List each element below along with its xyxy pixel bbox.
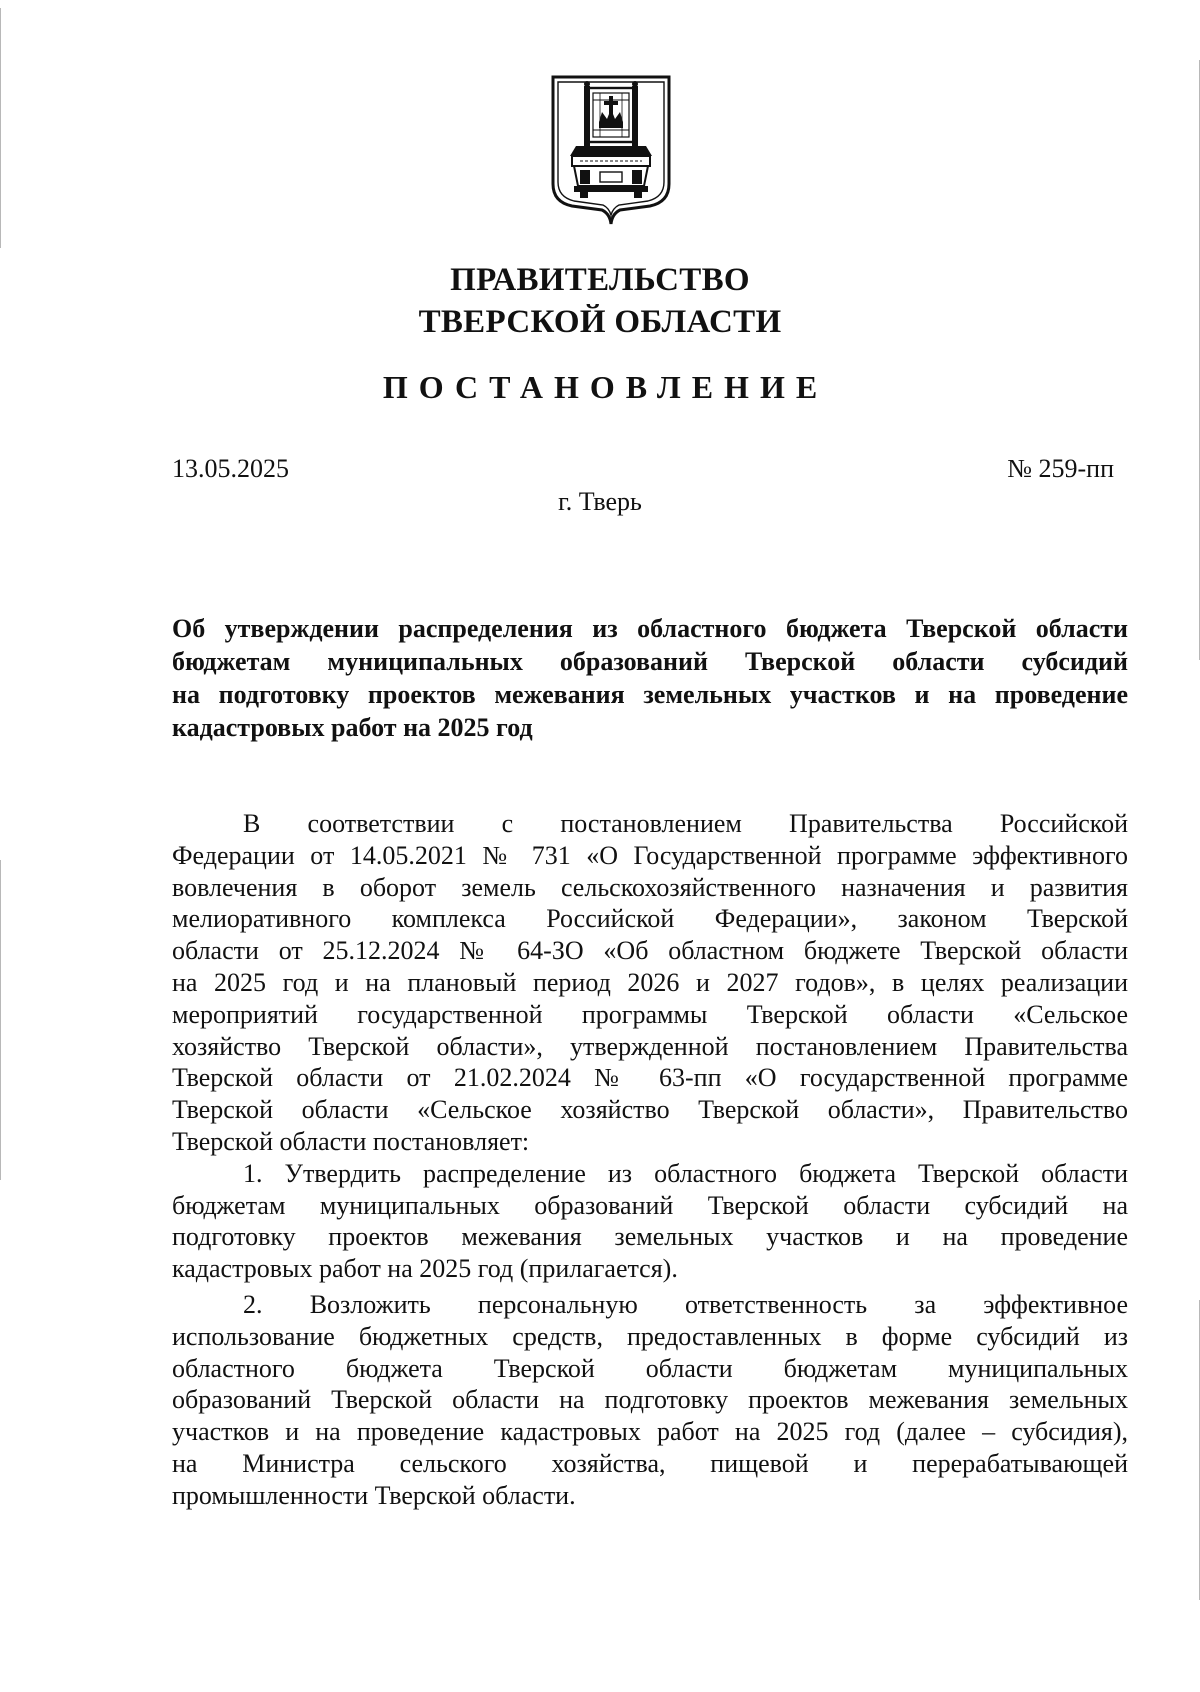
preamble-line: В соответствии с постановлением Правительства Российской <box>243 809 1128 838</box>
preamble-line: вовлечения в оборот земель сельскохозяйственного назначения и развития <box>172 872 1128 902</box>
subject-line: Об утверждении распределения из областного бюджета Тверской области <box>172 614 1128 643</box>
subject-line: бюджетам муниципальных образований Тверской области субсидий <box>172 647 1128 676</box>
item-2-line: на Министра сельского хозяйства, пищевой и перерабатывающей <box>172 1448 1128 1478</box>
preamble-line: Тверской области «Сельское хозяйство Тверской области», Правительство <box>172 1095 1128 1125</box>
government-title: ПРАВИТЕЛЬСТВО <box>450 262 750 298</box>
document-city: г. Тверь <box>558 487 642 516</box>
subject-line: кадастровых работ на 2025 год <box>172 713 533 742</box>
item-2-line: промышленности Тверской области. <box>172 1480 576 1510</box>
preamble-line: мероприятий государственной программы Тверской области «Сельское <box>172 999 1128 1029</box>
scan-edge-mark <box>0 860 1 1180</box>
preamble-line: Тверской области постановляет: <box>172 1126 530 1156</box>
item-2-line: областного бюджета Тверской области бюджетам муниципальных <box>172 1353 1128 1383</box>
document-type-heading: ПОСТАНОВЛЕНИЕ <box>382 369 829 405</box>
item-2-line: 2. Возложить персональную ответственность за эффективное <box>243 1289 1128 1319</box>
item-2-line: участков и на проведение кадастровых работ на 2025 год (далее – субсидия), <box>172 1417 1128 1447</box>
item-1-line: бюджетам муниципальных образований Тверской области субсидий на <box>172 1190 1128 1220</box>
preamble-line: мелиоративного комплекса Российской Федерации», законом Тверской <box>172 904 1128 934</box>
document-date: 13.05.2025 <box>172 454 289 483</box>
item-1-line: подготовку проектов межевания земельных участков и на проведение <box>172 1222 1128 1252</box>
subject-line: на подготовку проектов межевания земельных участков и на проведение <box>172 680 1128 709</box>
item-2-line: использование бюджетных средств, предоставленных в форме субсидий из <box>172 1321 1128 1351</box>
preamble-line: Тверской области от 21.02.2024 № 63-пп «О государственной программе <box>172 1063 1128 1093</box>
document-subject <box>172 612 1128 744</box>
preamble-line: Федерации от 14.05.2021 № 731 «О Государственной программе эффективного <box>172 840 1128 870</box>
tver-coat-of-arms-emblem <box>550 74 672 226</box>
preamble-line: хозяйство Тверской области», утвержденной постановлением Правительства <box>172 1031 1128 1061</box>
government-region: ТВЕРСКОЙ ОБЛАСТИ <box>418 304 782 340</box>
item-1-line: кадастровых работ на 2025 год (прилагается). <box>172 1254 678 1284</box>
preamble-line: на 2025 год и на плановый период 2026 и 2027 годов», в целях реализации <box>172 967 1128 997</box>
scan-edge-mark <box>0 8 1 248</box>
document-number: № 259-пп <box>1007 454 1114 483</box>
preamble-line: области от 25.12.2024 № 64-ЗО «Об областном бюджете Тверской области <box>172 936 1128 966</box>
document-body <box>172 808 1128 1512</box>
item-1-line: 1. Утвердить распределение из областного бюджета Тверской области <box>243 1158 1128 1188</box>
item-2-line: образований Тверской области на подготовку проектов межевания земельных <box>172 1385 1128 1415</box>
